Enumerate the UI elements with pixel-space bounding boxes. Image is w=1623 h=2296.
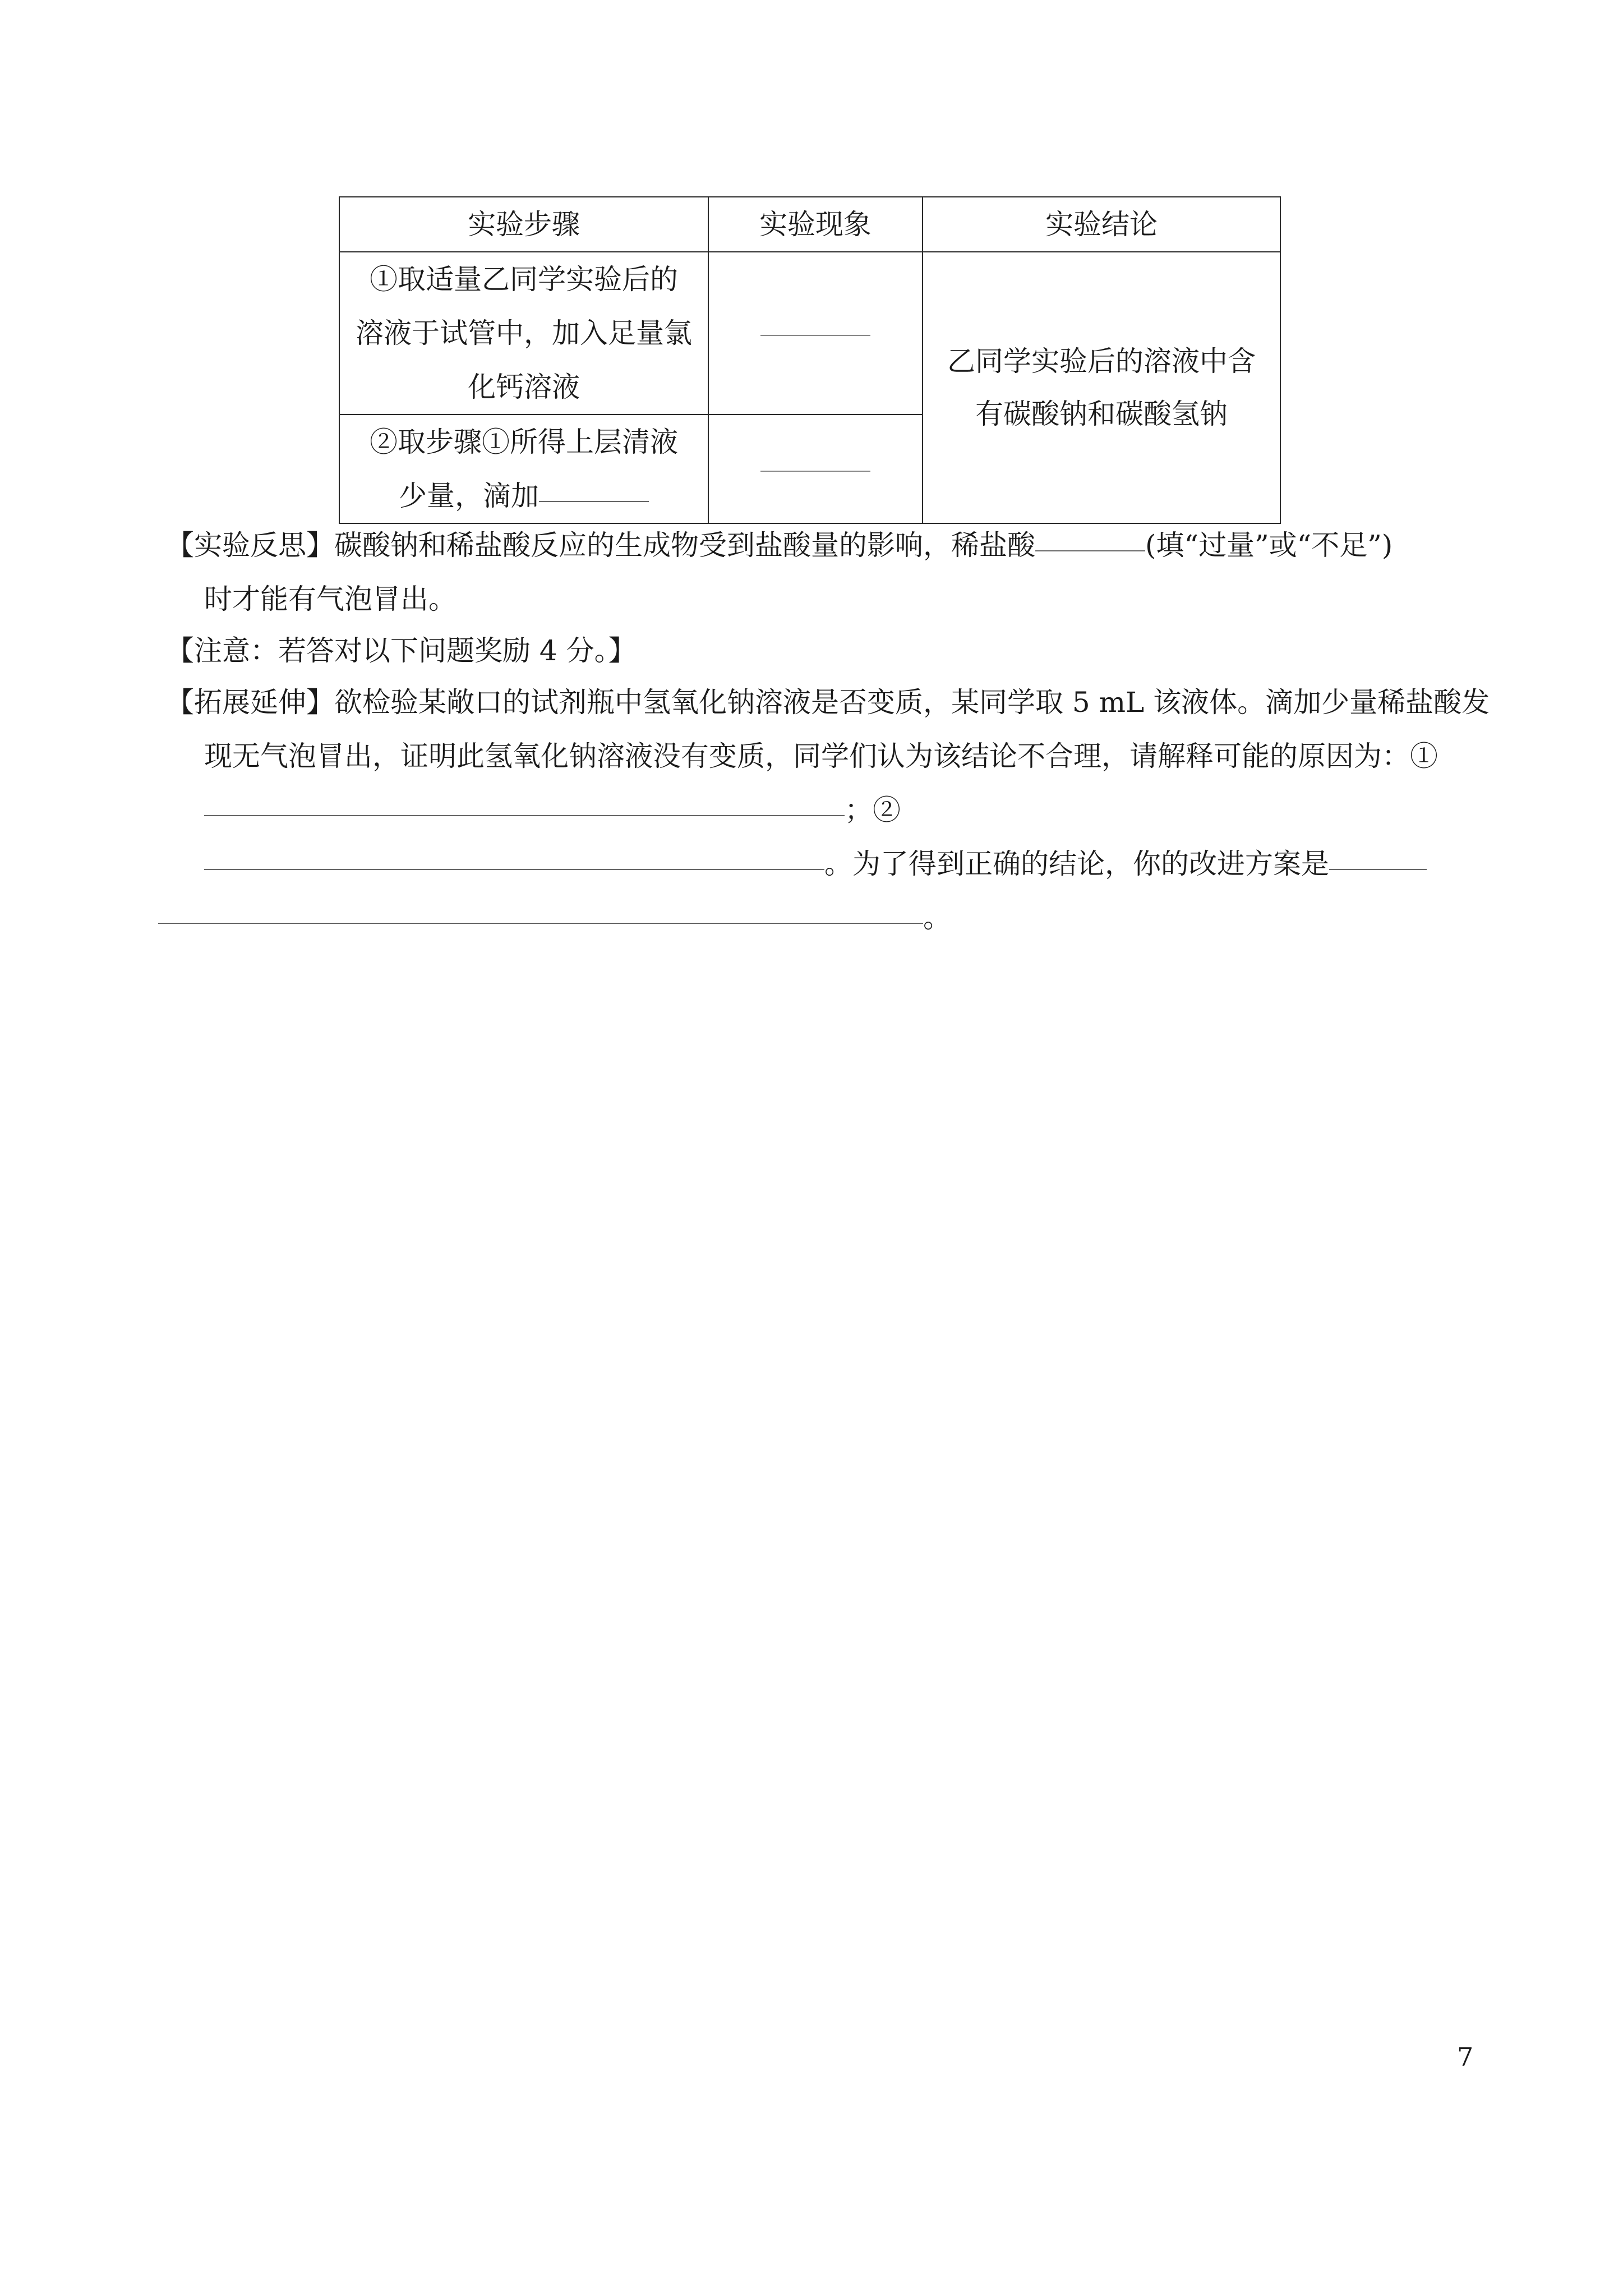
header-conclusion: 实验结论: [923, 197, 1280, 252]
reflection-text-b: (填“过量”或“不足”): [1145, 529, 1393, 562]
extension-line-1: 【拓展延伸】欲检验某敞口的试剂瓶中氢氧化钠溶液是否变质，某同学取 5 mL 该液体。滴加少量稀盐酸发: [166, 686, 1490, 719]
page-number: 7: [1457, 2042, 1474, 2072]
extension-line-4-tail: 。为了得到正确的结论，你的改进方案是: [824, 848, 1329, 880]
phenomenon-1-blank[interactable]: [760, 335, 870, 336]
extension-line-4: [204, 847, 1427, 881]
step-2-text: 少量，滴加: [399, 480, 539, 512]
step-2-blank[interactable]: [539, 501, 649, 502]
step-2-line-1: ②取步骤①所得上层清液: [370, 426, 678, 458]
reason-2-blank[interactable]: [204, 869, 824, 870]
extension-line-2: 现无气泡冒出，证明此氢氧化钠溶液没有变质，同学们认为该结论不合理，请解释可能的原因为：①: [204, 740, 1438, 772]
phenomenon-2-blank[interactable]: [760, 471, 870, 472]
conclusion-cell: [923, 252, 1280, 523]
step-1-line-2: 溶液于试管中，加入足量氯: [356, 317, 692, 349]
extension-line-3: [204, 793, 901, 827]
step-1-cell: [339, 252, 708, 415]
phenomenon-2-cell[interactable]: [708, 415, 923, 523]
experiment-table: [339, 196, 1281, 524]
step-1-line-3: 化钙溶液: [468, 371, 580, 403]
step-1-line-1: ①取适量乙同学实验后的: [370, 263, 678, 296]
extension-line-5-tail: 。: [923, 901, 951, 934]
reflection-text-a: 【实验反思】碳酸钠和稀盐酸反应的生成物受到盐酸量的影响，稀盐酸: [166, 529, 1035, 562]
conclusion-line-2: 有碳酸钠和碳酸氢钠: [975, 398, 1228, 430]
improvement-blank-start[interactable]: [1329, 869, 1427, 870]
reflection-blank[interactable]: [1035, 550, 1145, 551]
reflection-line-1: [166, 528, 1393, 562]
extension-line-5: [158, 901, 951, 935]
improvement-blank-end[interactable]: [158, 923, 923, 924]
header-phenomena: 实验现象: [708, 197, 923, 252]
step-2-cell: [339, 415, 708, 523]
step-2-line-2: [340, 469, 708, 523]
reflection-line-2: 时才能有气泡冒出。: [204, 583, 457, 615]
reason-1-blank[interactable]: [204, 815, 845, 816]
bonus-note: 【注意：若答对以下问题奖励 4 分。】: [166, 634, 637, 667]
header-steps: 实验步骤: [339, 197, 708, 252]
extension-line-3-tail: ；②: [845, 794, 901, 826]
phenomenon-1-cell[interactable]: [708, 252, 923, 415]
conclusion-line-1: 乙同学实验后的溶液中含: [947, 345, 1256, 378]
